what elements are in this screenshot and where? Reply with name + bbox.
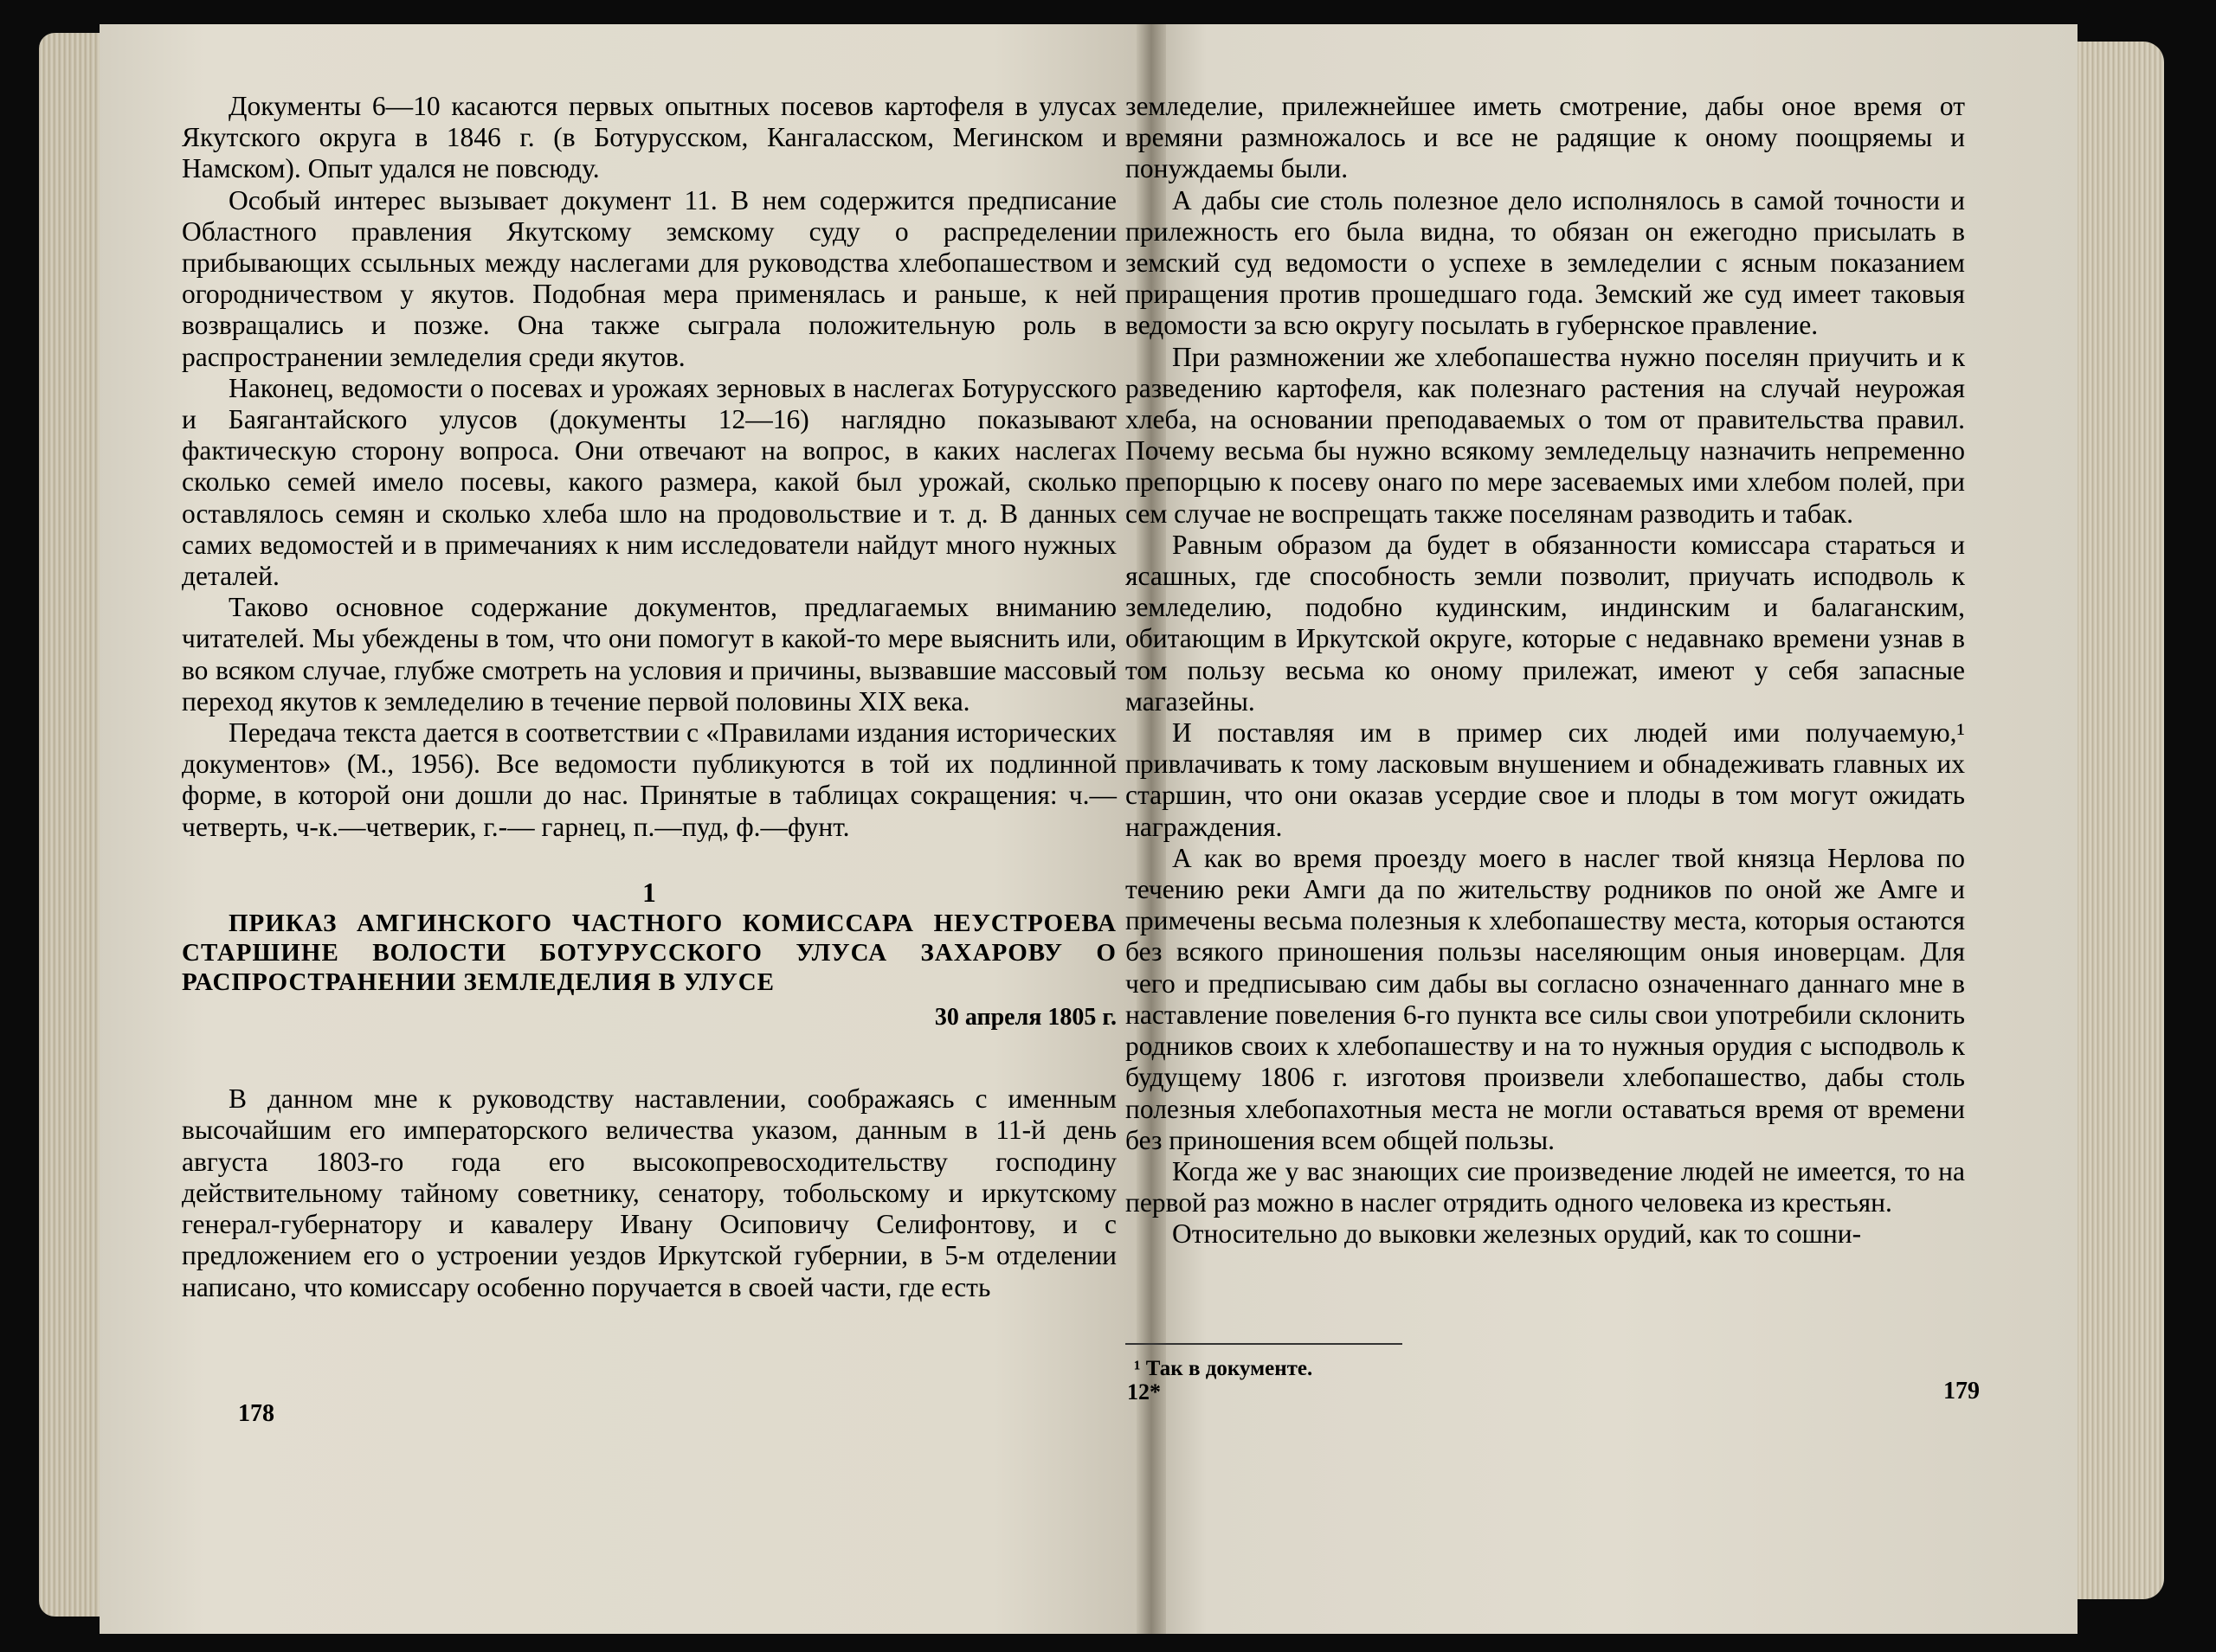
paragraph: Наконец, ведомости о посевах и урожаях зерновых в наслегах Ботурусского и Баягантайского улусов (документы 12—16) наглядно показывают фактическую сторону вопроса. Они отвечают на вопрос, в каких наслегах сколько семей имело посевы, какого размера, какой был урожай, сколько оставлялось семян и сколько хлеба шло на продовольствие и т. д. В данных самих ведомостей и в примечаниях к ним исследователи найдут много нужных деталей. [182, 372, 1117, 592]
paragraph: При размножении же хлебопашества нужно поселян приучить и к разведению картофеля, как полезнаго растения на случай неурожая хлеба, на основании преподаваемых о том от правительства правил. Почему весьма бы нужно всякому земледельцу назначить непременно препорцыю к посеву онаго по мере засеваемых ими хлебом полей, при сем случае не воспрещать также поселянам разводить и табак. [1125, 341, 1965, 529]
paragraph: Передача текста дается в соответствии с «Правилами издания исторических документов» (М., 1956). Все ведомости публикуются в той их подлинной форме, в которой они дошли до нас. Принятые в таблицах сокращения: ч.— четверть, ч-к.—четверик, г.-— гарнец, п.—пуд, ф.—фунт. [182, 717, 1117, 842]
paragraph: земледелие, прилежнейшее иметь смотрение, дабы оное время от времяни размножалось и все не радящие к оному поощряемы и понуждаемы были. [1125, 91, 1965, 184]
page-number-left: 178 [238, 1400, 274, 1427]
paragraph: Особый интерес вызывает документ 11. В нем содержится предписание Областного правления Якутскому земскому суду о распределении прибывающих ссыльных между наслегами для руководства хлебопашеством и огородничеством у якутов. Подобная мера применялась и раньше, к ней возвращались и позже. Она также сыграла положительную роль в распространении земледелия среди якутов. [182, 184, 1117, 372]
document-date: 30 апреля 1805 г. [934, 1004, 1117, 1032]
right-page-text [1125, 91, 1965, 1250]
paragraph: Документы 6—10 касаются первых опытных посевов картофеля в улусах Якутского округа в 1846 г. (в Ботурусском, Кангаласском, Мегинском и Намском). Опыт удался не повсюду. [182, 91, 1117, 184]
paragraph: Относительно до выковки железных орудий, как то сошни- [1172, 1218, 1862, 1250]
paragraph: А как во время проезду моего в наслег твой князца Нерлова по течению реки Амги да по жительству родников по оной же Амге и примечены весьма полезныя к хлебопашеству места, которыя остаются без всякого приношения пользы населяющим оныя иноверцам. Для чего и предписываю сим дабы вы согласно означеннаго даннаго мне в наставление повеления 6-го пункта все силы свои употребили склонить родников своих к хлебопашеству и на то нужныя орудия с ысподволь к будущему 1806 г. изготовя произвели хлебопашество, дабы столь полезныя хлебопахотныя места не могли оставаться время от времени без приношения всем общей пользы. [1125, 842, 1965, 1155]
document-title: ПРИКАЗ АМГИНСКОГО ЧАСТНОГО КОМИССАРА НЕУСТРОЕВА СТАРШИНЕ ВОЛОСТИ БОТУРУССКОГО УЛУСА ЗАХАРОВУ О РАСПРОСТРАНЕНИИ ЗЕМЛЕДЕЛИЯ В УЛУСЕ [182, 910, 1117, 997]
signature-mark: 12* [1127, 1379, 1161, 1405]
paragraph: Равным образом да будет в обязанности комиссара стараться и ясашных, где способность земли позволит, приучать исподволь к земледелию, подобно кудинским, индинским и балаганским, обитающим в Иркутской округе, которые с недавнако времени узнав в том пользу весьма ко оному прилежат, имеют у себя запасные магазейны. [1125, 529, 1965, 717]
paragraph: И поставляя им в пример сих людей ими получаемую,¹ привлачивать к тому ласковым внушением и обнадеживать главных их старшин, что они оказав усердие свое и плоды в том могут ожидать награждения. [1125, 717, 1965, 842]
document-body: В данном мне к руководству наставлении, соображаясь с именным высочайшим его императорского величества указом, данным в 11-й день августа 1803-го года его высокопревосходительству господину действительному тайному советнику, сенатору, тобольскому и иркутскому генерал-губернатору и кавалеру Ивану Осиповичу Селифонтову, и с предложением его о устроении уездов Иркутской губернии, в 5-м отделении написано, что комиссару особенно поручается в своей части, где есть [182, 1083, 1117, 1302]
paragraph: Когда же у вас знающих сие произведение людей не имеется, то на первой раз можно в наслег отрядить одного человека из крестьян. [1125, 1155, 1965, 1218]
footnote: ¹ Так в документе. [1134, 1357, 1313, 1380]
footnote-rule [1125, 1343, 1402, 1345]
right-page-edges [2078, 42, 2164, 1599]
paragraph: Таково основное содержание документов, предлагаемых вниманию читателей. Мы убеждены в том, что они помогут в какой-то мере выяснить или, во всяком случае, глубже смотреть на условия и причины, вызвавшие массовый переход якутов к земледелию в течение первой половины XIX века. [182, 592, 1117, 717]
left-page-text [182, 91, 1117, 1303]
paragraph: А дабы сие столь полезное дело исполнялось в самой точности и прилежность его была видна, то обязан он ежегодно присылать в земский суд ведомости о успехе в земледелии с ясным показанием приращения против прошедшаго года. Земский же суд имеет таковыя ведомости за всю округу посылать в губернское правление. [1125, 184, 1965, 341]
page-number-right: 179 [1943, 1378, 1980, 1405]
left-page-edges [39, 33, 108, 1617]
document-number: 1 [642, 877, 656, 908]
